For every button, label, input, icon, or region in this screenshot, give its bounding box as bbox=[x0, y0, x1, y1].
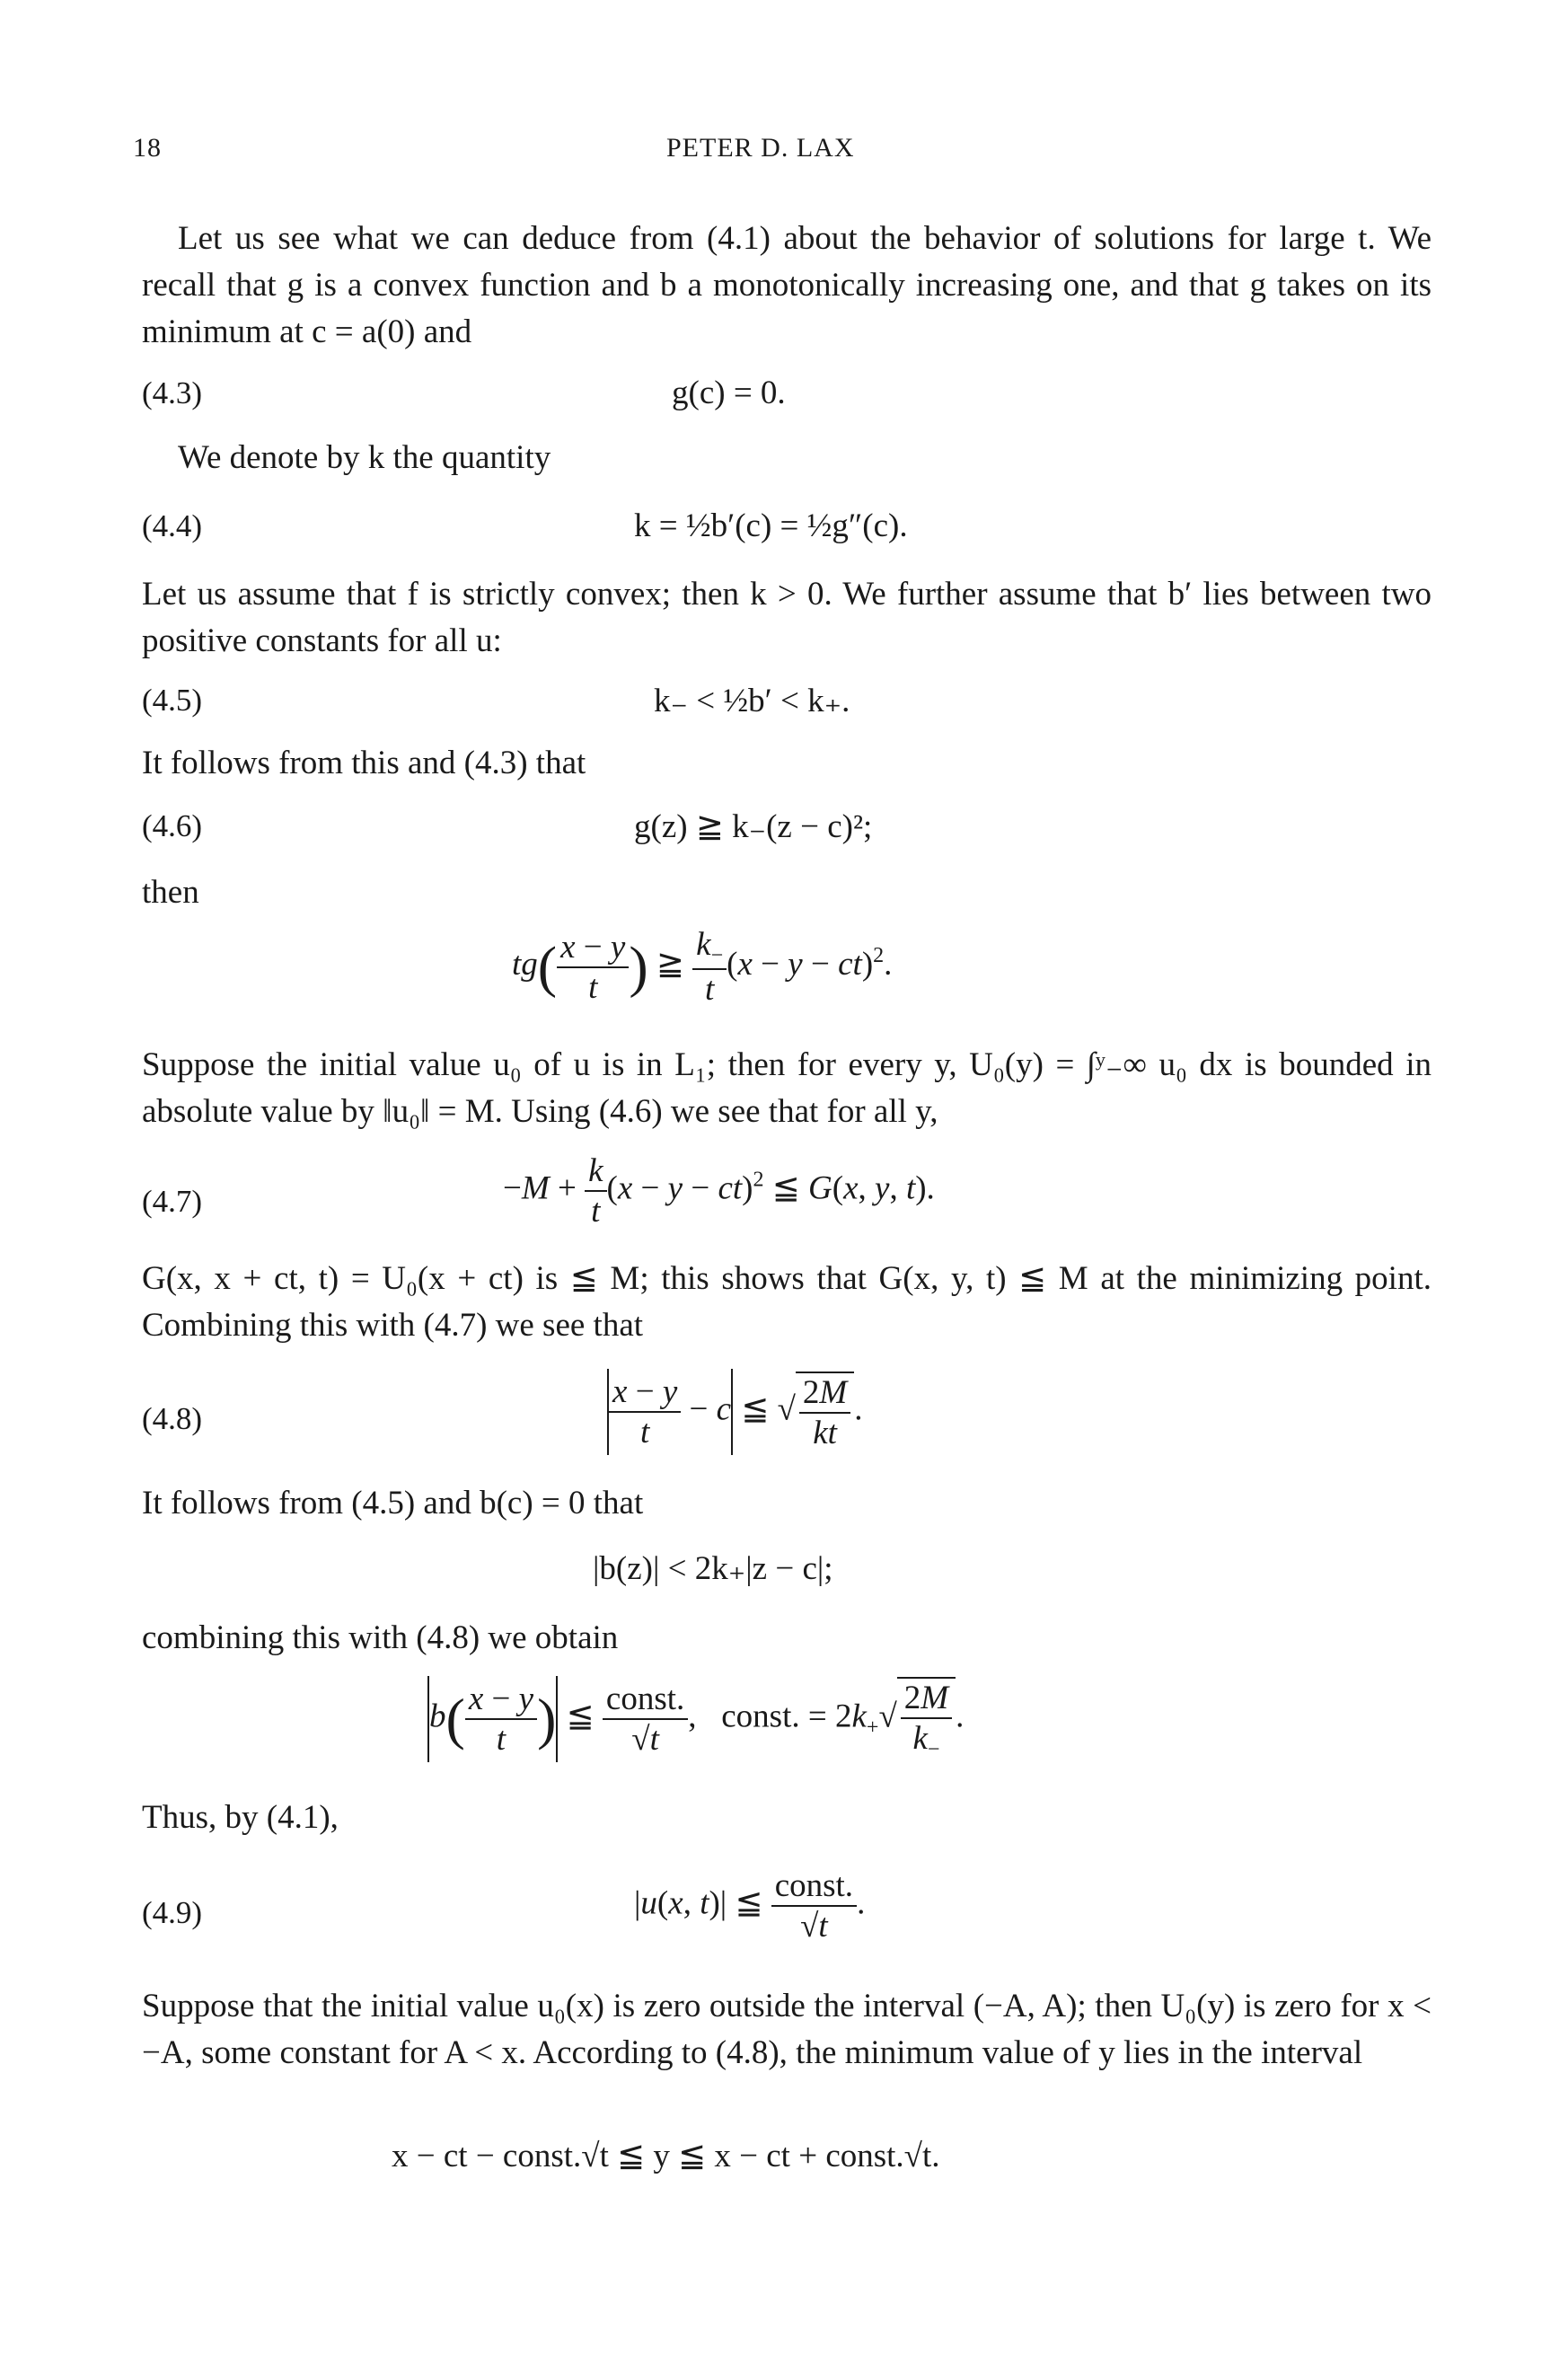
eq-4-9-label: (4.9) bbox=[142, 1895, 203, 1930]
eq-4-7: −M + $\frac{k}{t}$ (x − y − ct)$^2$ ≦ G(x, y, t). bbox=[503, 1152, 935, 1230]
eq-4-3: g(c) = 0. bbox=[672, 375, 786, 411]
paragraph-1: Let us see what we can deduce from (4.1) about the behavior of solutions for large t. We recall that g is a convex function and b a monotonically increasing one, and that g takes on its minimum at c = a(0) and bbox=[142, 220, 1431, 350]
eq-4-4-label: (4.4) bbox=[142, 508, 203, 543]
paragraph-7: G(x, x + ct, t) = U₀(x + ct) is ≦ M; this shows that G(x, y, t) ≦ M at the minimizing point. Combining this with (4.7) we see that bbox=[142, 1260, 1431, 1344]
paragraph-2: We denote by k the quantity bbox=[178, 439, 551, 476]
eq-unnumbered-tg: tg( $\frac{x - y}{t}$ ) ≧ $\frac{k_-}{t}$ (x − y − ct)$^2$. bbox=[512, 926, 893, 1008]
eq-b-bound: |b(z)| < 2k₊|z − c|; bbox=[593, 1550, 833, 1587]
eq-4-8-label: (4.8) bbox=[142, 1401, 203, 1436]
paragraph-10: Thus, by (4.1), bbox=[142, 1799, 339, 1836]
eq-unnumbered-b: b( $\frac{x - y}{t}$ ) ≦ $\frac{\text{const.}}{√t}$ , const. = $2k_+√$ $\frac{2M}{k_-}$ . bbox=[427, 1676, 964, 1762]
eq-4-3-label: (4.3) bbox=[142, 375, 203, 410]
paragraph-3: Let us assume that f is strictly convex; then k > 0. We further assume that b′ lies between two positive constants for all u: bbox=[142, 576, 1431, 659]
paragraph-5: then bbox=[142, 874, 199, 911]
eq-final-interval: x − ct − const.√t ≦ y ≦ x − ct + const.√t. bbox=[392, 2138, 940, 2174]
paragraph-11: Suppose that the initial value u₀(x) is zero outside the interval (−A, A); then U₀(y) is zero for x < −A, some constant for A < x. According to (4.8), the minimum value of y lies in the interval bbox=[142, 1988, 1431, 2071]
running-title: PETER D. LAX bbox=[666, 133, 855, 163]
paragraph-4: It follows from this and (4.3) that bbox=[142, 745, 586, 781]
eq-4-5-label: (4.5) bbox=[142, 683, 203, 718]
eq-4-6: g(z) ≧ k₋(z − c)²; bbox=[634, 808, 873, 845]
paragraph-9: combining this with (4.8) we obtain bbox=[142, 1619, 619, 1656]
eq-4-8: $\frac{x - y}{t}$ − c ≦ √ $\frac{2M}{kt}$ . bbox=[607, 1369, 862, 1455]
paragraph-8: It follows from (4.5) and b(c) = 0 that bbox=[142, 1485, 644, 1521]
eq-4-5: k₋ < ½b′ < k₊. bbox=[654, 683, 850, 719]
eq-4-7-label: (4.7) bbox=[142, 1184, 203, 1219]
eq-4-6-label: (4.6) bbox=[142, 808, 203, 843]
eq-4-9: |u(x, t)| ≦ $\frac{\text{const.}}{√t}$ . bbox=[634, 1867, 866, 1945]
page-number: 18 bbox=[133, 133, 162, 163]
paragraph-6: Suppose the initial value u₀ of u is in L₁; then for every y, U₀(y) = ∫ʸ₋∞ u₀ dx is bounded in absolute value by ‖u₀‖ = M. Using (4.6) we see that for all y, bbox=[142, 1046, 1431, 1130]
eq-4-4: k = ½b′(c) = ½g″(c). bbox=[634, 507, 908, 544]
